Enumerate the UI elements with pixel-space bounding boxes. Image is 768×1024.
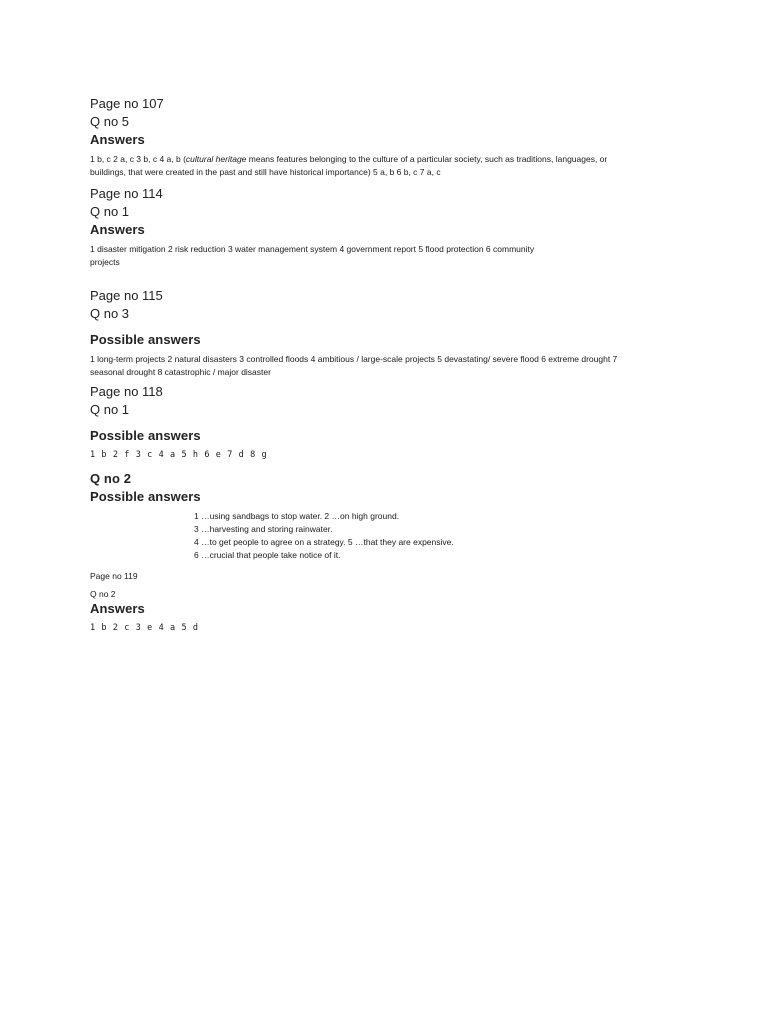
answer-line: projects — [90, 257, 120, 267]
page-heading: Page no 115 — [90, 288, 163, 303]
document-page — [90, 95, 670, 635]
section-page-119 — [90, 570, 670, 635]
answer-line: 1 b, c 2 a, c 3 b, c 4 a, b (cultural heritage means features belonging to the culture of a particular society, such as traditions, languages, or — [90, 154, 608, 164]
page-heading: Page no 107 — [90, 96, 164, 111]
question-heading: Q no 2 — [90, 471, 132, 486]
answer-list — [194, 510, 670, 562]
answer-line: 1 b 2 c 3 e 4 a 5 d — [90, 623, 199, 633]
list-item: 6 …crucial that people take notice of it. — [194, 550, 341, 560]
section-page-118 — [90, 383, 670, 462]
answers-heading: Answers — [90, 222, 145, 237]
answer-line: 1 long-term projects 2 natural disasters 3 controlled floods 4 ambitious / large-scale projects 5 devastating/ severe flood 6 extreme drought 7 — [90, 354, 618, 364]
answer-line: 1 b 2 f 3 c 4 a 5 h 6 e 7 d 8 g — [90, 450, 268, 460]
answer-line: seasonal drought 8 catastrophic / major disaster — [90, 367, 271, 377]
list-item: 4 …to get people to agree on a strategy. 5 …that they are expensive. — [194, 537, 454, 547]
answers-heading: Possible answers — [90, 489, 201, 504]
question-heading: Q no 3 — [90, 306, 130, 321]
list-item: 1 …using sandbags to stop water. 2 …on high ground. — [194, 511, 400, 521]
answers-heading: Answers — [90, 132, 145, 147]
answer-line: buildings, that were created in the past and still have historical importance) 5 a, b 6 b, c 7 a, c — [90, 167, 441, 177]
section-page-114 — [90, 185, 670, 269]
section-page-107 — [90, 95, 670, 179]
answer-line: 1 disaster mitigation 2 risk reduction 3 water management system 4 government report 5 flood protection 6 community — [90, 244, 535, 254]
list-item: 3 …harvesting and storing rainwater. — [194, 524, 333, 534]
answers-heading: Answers — [90, 601, 145, 616]
answers-heading: Possible answers — [90, 428, 201, 443]
page-heading: Page no 114 — [90, 186, 163, 201]
emphasis-term: cultural heritage — [185, 154, 247, 164]
section-q2-possible — [90, 470, 670, 562]
question-heading: Q no 5 — [90, 114, 130, 129]
page-heading: Page no 119 — [90, 571, 138, 581]
page-heading: Page no 118 — [90, 384, 163, 399]
question-heading: Q no 1 — [90, 402, 130, 417]
question-heading: Q no 1 — [90, 204, 130, 219]
question-heading: Q no 2 — [90, 589, 116, 599]
answers-heading: Possible answers — [90, 332, 201, 347]
section-page-115 — [90, 287, 670, 379]
